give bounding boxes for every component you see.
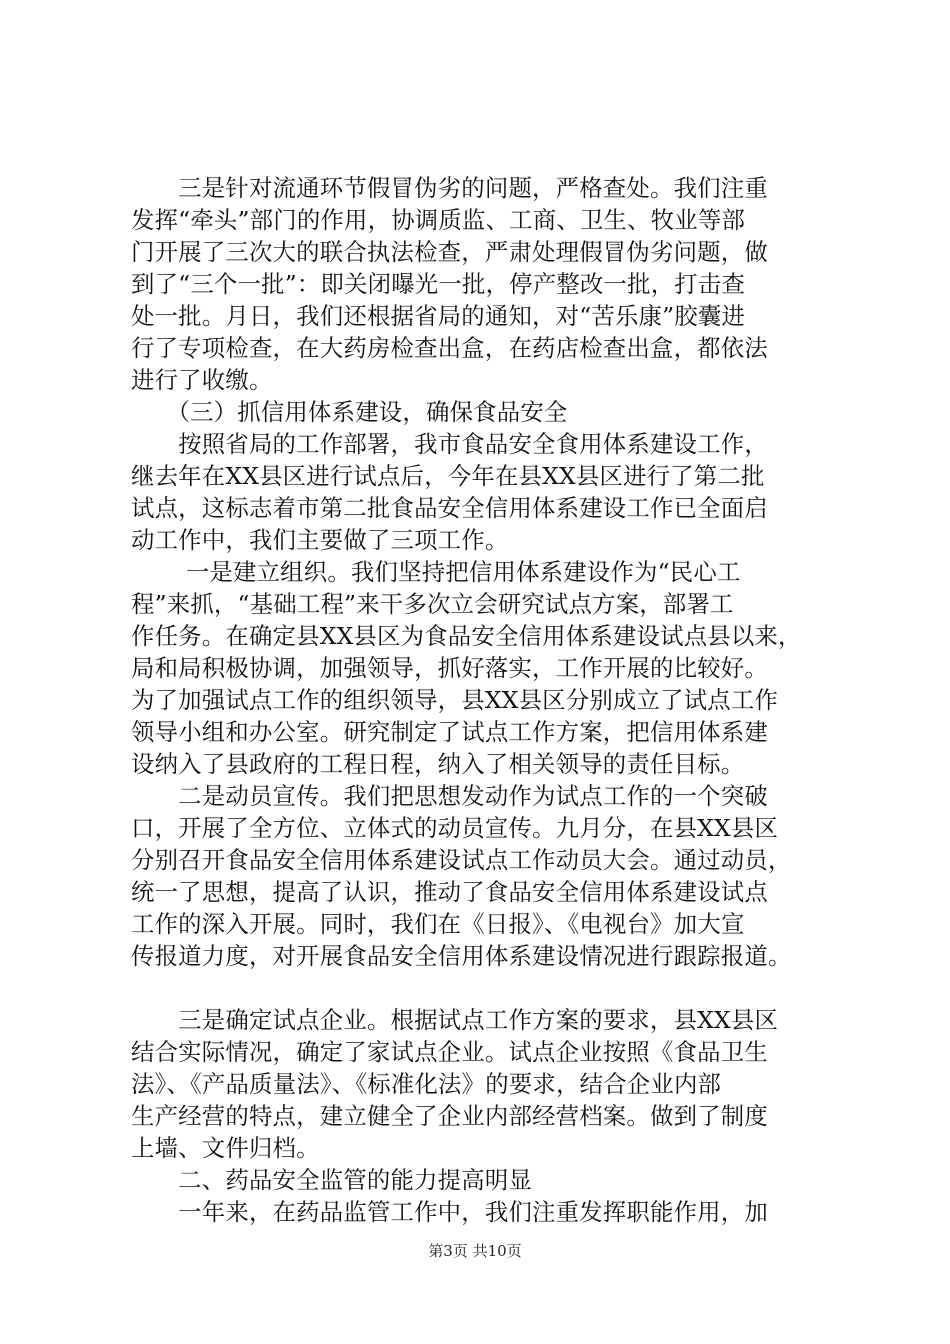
text-line: 分别召开食品安全信用体系建设试点工作动员大会。通过动员，	[131, 846, 792, 874]
text-line: 工作的深入开展。同时，我们在《日报》、《电视台》加大宣	[131, 910, 745, 938]
text-line: 一是建立组织。我们坚持把信用体系建设作为“民心工	[131, 558, 741, 586]
text-line: 处一批。月日，我们还根据省局的通知，对“苦乐康”胶囊进	[131, 302, 746, 330]
text-line: 二、药品安全监管的能力提高明显	[131, 1166, 533, 1194]
page-footer: 第3页 共10页	[428, 1242, 522, 1260]
body-text	[131, 172, 851, 1228]
text-line: 为了加强试点工作的组织领导，县XX县区分别成立了试点工作	[131, 686, 779, 714]
text-line: 进行了收缴。	[131, 366, 273, 394]
text-line: 发挥“牵头”部门的作用，协调质监、工商、卫生、牧业等部	[131, 206, 746, 234]
text-line: 上墙、文件归档。	[131, 1134, 320, 1162]
text-line: 试点，这标志着市第二批食品安全信用体系建设工作已全面启	[131, 494, 768, 522]
text-line: 一年来，在药品监管工作中，我们注重发挥职能作用，加	[131, 1198, 768, 1226]
text-line: 传报道力度，对开展食品安全信用体系建设情况进行跟踪报道。	[131, 942, 792, 970]
text-line: 领导小组和办公室。研究制定了试点工作方案，把信用体系建	[131, 718, 768, 746]
text-line: 作任务。在确定县XX县区为食品安全信用体系建设试点县以来，	[131, 622, 802, 650]
text-line: 继去年在XX县区进行试点后，今年在县XX县区进行了第二批	[131, 462, 765, 490]
text-line: 三是确定试点企业。根据试点工作方案的要求，县XX县区	[131, 1006, 779, 1034]
text-line: 程”来抓，“基础工程”来干多次立会研究试点方案，部署工	[131, 590, 734, 618]
text-line: 门开展了三次大的联合执法检查，严肃处理假冒伪劣问题，做	[131, 238, 768, 266]
text-line: 局和局积极协调，加强领导，抓好落实，工作开展的比较好。	[131, 654, 768, 682]
text-line: 按照省局的工作部署，我市食品安全食用体系建设工作，	[131, 430, 768, 458]
text-line: 设纳入了县政府的工程日程，纳入了相关领导的责任目标。	[131, 750, 745, 778]
text-line: （三）抓信用体系建设，确保食品安全	[131, 398, 568, 426]
text-line: 结合实际情况，确定了家试点企业。试点企业按照《食品卫生	[131, 1038, 768, 1066]
text-line: 三是针对流通环节假冒伪劣的问题，严格查处。我们注重	[131, 174, 768, 202]
text-line: 行了专项检查，在大药房检查出盒，在药店检查出盒，都依法	[131, 334, 768, 362]
text-line: 口，开展了全方位、立体式的动员宣传。九月分，在县XX县区	[131, 814, 779, 842]
text-line: 动工作中，我们主要做了三项工作。	[131, 526, 509, 554]
text-line: 到了“三个一批”：即关闭曝光一批，停产整改一批，打击查	[131, 270, 746, 298]
blank-line	[131, 972, 851, 1004]
text-line: 法》、《产品质量法》、《标准化法》的要求，结合企业内部	[131, 1070, 722, 1098]
text-line: 生产经营的特点，建立健全了企业内部经营档案。做到了制度	[131, 1102, 768, 1130]
text-line: 二是动员宣传。我们把思想发动作为试点工作的一个突破	[131, 782, 768, 810]
text-line: 统一了思想，提高了认识，推动了食品安全信用体系建设试点	[131, 878, 768, 906]
